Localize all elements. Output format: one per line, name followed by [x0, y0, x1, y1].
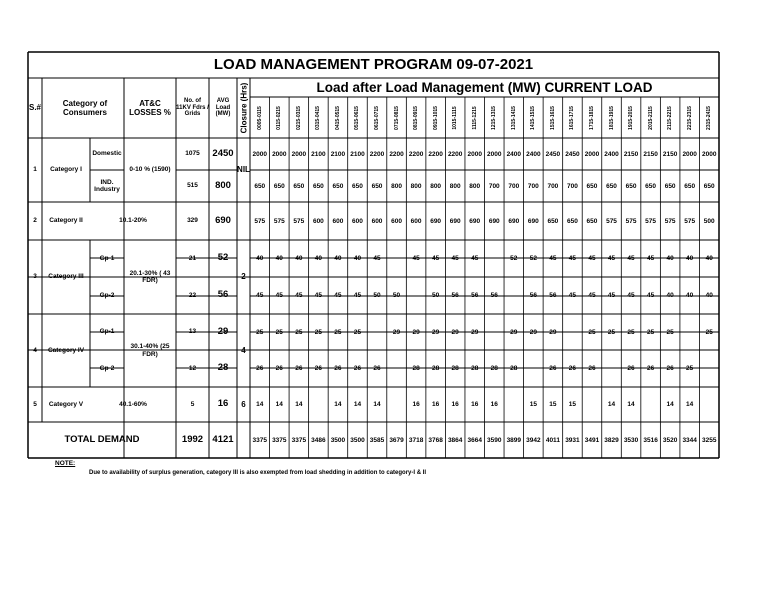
time-slot-1015-1115: 1015-1115: [452, 106, 459, 130]
row-avg-load: 2450: [212, 147, 234, 159]
load-cell: [699, 387, 719, 422]
load-cell: 2000: [467, 150, 482, 158]
load-cell: 14: [256, 401, 264, 408]
total-cell: 3864: [447, 436, 463, 444]
load-cell: [524, 350, 544, 387]
row-feeders: 21: [188, 254, 197, 262]
load-cell: [485, 240, 505, 277]
row-losses: 10.1-20%: [119, 217, 147, 225]
load-cell: 45: [314, 292, 322, 299]
row-feeders: 515: [187, 182, 198, 190]
load-cell: 2100: [350, 150, 365, 158]
row-losses: 30.1-40% (25 FDR): [130, 343, 170, 358]
load-cell: 45: [627, 292, 635, 299]
load-cell: 45: [471, 255, 479, 262]
load-cell: 600: [371, 217, 383, 225]
time-slot-1515-1615: 1515-1615: [549, 106, 556, 130]
load-cell: 28: [451, 365, 459, 372]
load-cell: 45: [588, 255, 596, 262]
load-cell: 650: [332, 182, 344, 190]
total-cell: 3931: [565, 436, 580, 444]
load-cell: 14: [275, 401, 283, 408]
load-cell: 25: [666, 328, 674, 336]
load-cell: 26: [256, 365, 264, 372]
load-cell: 2200: [408, 150, 424, 158]
header-sno: S.#: [28, 103, 41, 113]
row-subcategory: Gp-1: [99, 254, 115, 262]
load-cell: 50: [432, 292, 440, 299]
load-cell: 500: [703, 217, 715, 225]
load-cell: 15: [549, 401, 557, 408]
load-cell: 25: [295, 328, 303, 336]
load-cell: 650: [664, 182, 676, 190]
load-cell: 26: [666, 365, 674, 372]
load-cell: 29: [529, 328, 537, 336]
load-cell: 26: [373, 365, 381, 372]
load-cell: 29: [510, 328, 518, 336]
load-cell: 26: [314, 365, 322, 372]
load-cell: 2000: [252, 150, 267, 158]
load-cell: 25: [705, 328, 713, 336]
load-cell: 45: [353, 292, 362, 299]
load-cell: 26: [646, 365, 655, 372]
row-avg-load: 52: [217, 252, 229, 264]
load-cell: [406, 277, 426, 314]
load-cell: 16: [471, 401, 479, 408]
load-cell: 15: [568, 401, 577, 408]
load-cell: 26: [295, 365, 303, 372]
load-cell: 650: [586, 182, 598, 190]
row-avg-load: 28: [217, 362, 229, 374]
load-cell: 40: [256, 255, 264, 262]
load-cell: 2000: [682, 150, 697, 158]
load-cell: 50: [373, 292, 381, 299]
load-cell: 25: [256, 328, 264, 336]
load-cell: 650: [566, 217, 578, 225]
total-cell: 3829: [604, 436, 619, 444]
load-cell: [504, 387, 524, 422]
load-cell: 45: [334, 292, 342, 299]
row-sno: 3: [33, 273, 37, 281]
load-cell: 690: [508, 217, 520, 225]
total-feeders: 1992: [181, 433, 204, 445]
time-slot-2015-2115: 2015-2115: [647, 106, 654, 130]
load-cell: 14: [353, 401, 362, 408]
time-slot-2315-2415: 2315-2415: [706, 106, 713, 130]
load-cell: 600: [410, 217, 422, 225]
header-closure: Closure (Hrs): [239, 82, 249, 134]
load-cell: 575: [625, 217, 637, 225]
load-cell: 45: [432, 255, 440, 262]
load-cell: 14: [373, 401, 381, 408]
load-cell: 56: [490, 292, 498, 299]
load-cell: [367, 314, 387, 350]
load-cell: 29: [451, 328, 459, 336]
load-cell: 28: [471, 365, 479, 372]
load-cell: 575: [606, 217, 617, 225]
load-cell: 14: [627, 401, 635, 408]
row-category: Category I: [50, 166, 82, 174]
load-cell: 29: [471, 328, 479, 336]
load-cell: 575: [645, 217, 657, 225]
row-feeders: 13: [188, 328, 197, 336]
load-cell: 16: [432, 401, 440, 408]
page-title: LOAD MANAGEMENT PROGRAM 09-07-2021: [213, 56, 534, 74]
load-cell: 40: [686, 255, 694, 262]
load-cell: 50: [392, 292, 401, 299]
load-cell: 45: [568, 255, 577, 262]
total-cell: 3375: [291, 436, 307, 444]
load-cell: 2000: [291, 150, 307, 158]
load-cell: 650: [684, 182, 696, 190]
load-cell: 56: [471, 292, 479, 299]
load-cell: 45: [607, 255, 616, 262]
load-cell: 690: [449, 217, 461, 225]
load-cell: 2150: [662, 150, 678, 158]
row-feeders: 329: [187, 217, 198, 225]
row-avg-load: 690: [215, 214, 231, 226]
time-slot-0315-0415: 0315-0415: [315, 106, 322, 130]
row-losses: 0-10 % (1590): [129, 166, 171, 174]
load-cell: 650: [645, 182, 657, 190]
load-cell: 25: [588, 328, 596, 336]
load-cell: 25: [646, 328, 655, 336]
load-cell: 14: [295, 401, 303, 408]
load-cell: 40: [295, 255, 303, 262]
time-slot-1915-2015: 1915-2015: [628, 106, 635, 130]
row-category: Category V: [48, 400, 84, 408]
load-cell: 14: [334, 401, 342, 408]
row-subcategory: Gp-2: [99, 364, 115, 372]
total-cell: 4011: [545, 436, 560, 444]
load-cell: 40: [353, 255, 362, 262]
load-cell: 650: [547, 217, 559, 225]
row-avg-load: 56: [217, 289, 229, 301]
load-cell: 40: [666, 255, 674, 262]
load-cell: 40: [666, 292, 674, 299]
row-subcategory: Gp-1: [99, 328, 115, 336]
load-cell: 45: [451, 255, 459, 262]
load-cell: 2100: [330, 150, 346, 158]
load-cell: 600: [312, 217, 324, 225]
row-subcategory: Domestic: [92, 150, 122, 158]
total-cell: 3942: [526, 436, 541, 444]
load-cell: 2000: [584, 150, 600, 158]
load-cell: 26: [334, 365, 342, 372]
load-cell: 25: [314, 328, 322, 336]
load-cell: 26: [568, 365, 577, 372]
total-cell: 3255: [701, 436, 717, 444]
load-cell: 45: [588, 292, 596, 299]
load-cell: 29: [549, 328, 557, 336]
load-cell: 700: [488, 182, 500, 190]
load-cell: 29: [412, 328, 420, 336]
load-cell: [387, 387, 407, 422]
load-cell: [504, 277, 524, 314]
total-cell: 3516: [643, 436, 658, 444]
time-slot-1315-1415: 1315-1415: [510, 106, 517, 130]
load-cell: 28: [432, 365, 440, 372]
time-slot-0815-0915: 0815-0915: [413, 106, 420, 130]
load-cell: 690: [527, 217, 539, 225]
load-cell: 56: [529, 292, 537, 299]
row-sno: 2: [33, 217, 37, 225]
time-slot-0715-0815: 0715-0815: [393, 106, 400, 130]
row-avg-load: 800: [215, 179, 231, 191]
total-cell: 3500: [330, 436, 346, 444]
load-cell: 25: [686, 365, 694, 372]
load-cell: 28: [490, 365, 498, 372]
load-cell: 575: [293, 217, 305, 225]
closure-value: 4: [241, 345, 246, 355]
load-cell: 2200: [369, 150, 385, 158]
load-cell: 25: [627, 328, 635, 336]
load-cell: 26: [549, 365, 557, 372]
total-cell: 3486: [311, 436, 326, 444]
load-cell: 800: [430, 182, 442, 190]
time-slot-0915-1015: 0915-1015: [432, 106, 439, 130]
load-cell: 2400: [604, 150, 619, 158]
load-cell: 40: [705, 255, 713, 262]
total-cell: 3679: [389, 436, 404, 444]
row-sno: 5: [33, 400, 37, 408]
row-category: Category IV: [47, 346, 85, 354]
total-cell: 3664: [467, 436, 482, 444]
row-subcategory: Gp-2: [99, 291, 115, 299]
table-subtitle: Load after Load Management (MW) CURRENT LOAD: [316, 79, 653, 95]
load-cell: 45: [549, 255, 557, 262]
load-cell: 575: [684, 217, 696, 225]
load-cell: 650: [312, 182, 324, 190]
row-category: Category II: [49, 217, 83, 225]
load-cell: 650: [352, 182, 363, 190]
load-cell: 600: [352, 217, 363, 225]
total-cell: 3718: [408, 436, 424, 444]
load-cell: 690: [469, 217, 481, 225]
note-label: NOTE:: [55, 460, 76, 467]
time-slot-1715-1815: 1715-1815: [588, 106, 595, 130]
load-cell: 575: [273, 217, 285, 225]
header-category: Category of Consumers: [62, 98, 108, 117]
load-cell: 650: [273, 182, 285, 190]
load-cell: 650: [625, 182, 637, 190]
load-cell: 650: [371, 182, 383, 190]
row-sno: 4: [33, 346, 37, 354]
load-cell: 45: [627, 255, 635, 262]
load-cell: 2450: [565, 150, 580, 158]
load-cell: 2200: [389, 150, 404, 158]
time-slot-1415-1515: 1415-1515: [530, 106, 537, 130]
load-cell: 650: [586, 217, 598, 225]
load-cell: 800: [410, 182, 422, 190]
time-slot-0515-0615: 0515-0615: [354, 106, 361, 130]
load-cell: 15: [529, 401, 537, 408]
load-cell: 45: [607, 292, 616, 299]
load-cell: 25: [353, 328, 362, 336]
time-slot-2115-2215: 2115-2215: [667, 106, 674, 130]
closure-value: 2: [241, 272, 246, 282]
load-cell: 45: [412, 255, 420, 262]
load-cell: 2450: [545, 150, 561, 158]
closure-value: NIL: [237, 165, 250, 175]
load-cell: 2150: [623, 150, 639, 158]
load-cell: [309, 387, 329, 422]
load-cell: 690: [430, 217, 442, 225]
load-cell: 16: [490, 401, 498, 408]
load-cell: 800: [449, 182, 461, 190]
load-cell: 14: [686, 401, 694, 408]
load-cell: [641, 387, 661, 422]
load-cell: 800: [391, 182, 402, 190]
time-slot-2215-2315: 2215-2315: [686, 106, 693, 130]
time-slot-0005-0115: 0005-0115: [256, 106, 263, 130]
load-cell: 2200: [428, 150, 443, 158]
load-cell: 28: [412, 365, 420, 372]
load-cell: 26: [588, 365, 596, 372]
time-slot-1115-1215: 1115-1215: [471, 106, 478, 130]
load-cell: 2000: [272, 150, 287, 158]
row-subcategory: IND. Industry: [94, 178, 120, 193]
row-sno: 1: [33, 166, 37, 174]
load-cell: 40: [275, 255, 283, 262]
load-cell: 2100: [311, 150, 326, 158]
load-cell: [582, 387, 602, 422]
load-cell: 26: [275, 365, 283, 372]
load-cell: 45: [568, 292, 577, 299]
load-cell: 2000: [701, 150, 717, 158]
row-feeders: 12: [188, 364, 197, 372]
load-cell: 45: [373, 255, 381, 262]
load-cell: [485, 314, 505, 350]
load-cell: 16: [412, 401, 420, 408]
load-cell: 2150: [643, 150, 658, 158]
row-category: Category III: [48, 273, 84, 281]
load-cell: 56: [451, 292, 459, 299]
header-losses: AT&C LOSSES %: [129, 98, 171, 117]
total-cell: 3375: [272, 436, 287, 444]
load-cell: 40: [686, 292, 694, 299]
load-cell: 16: [451, 401, 459, 408]
total-demand-label: TOTAL DEMAND: [64, 433, 140, 445]
load-cell: [563, 314, 583, 350]
header-avg-load: AVG Load (MW): [215, 97, 231, 118]
time-slot-0615-0715: 0615-0715: [374, 106, 381, 130]
load-cell: 600: [391, 217, 402, 225]
total-cell: 3344: [682, 436, 697, 444]
load-cell: 800: [469, 182, 481, 190]
load-cell: 650: [254, 182, 266, 190]
load-cell: 14: [607, 401, 616, 408]
load-cell: [387, 350, 407, 387]
row-avg-load: 29: [217, 325, 229, 337]
load-cell: 26: [353, 365, 362, 372]
load-cell: 700: [527, 182, 539, 190]
load-cell: 575: [254, 217, 266, 225]
load-cell: 14: [666, 401, 674, 408]
total-avg-load: 4121: [212, 433, 234, 445]
load-cell: 29: [392, 328, 401, 336]
load-cell: 29: [432, 328, 440, 336]
load-cell: 40: [705, 292, 713, 299]
load-cell: [387, 240, 407, 277]
load-cell: 2400: [506, 150, 522, 158]
row-feeders: 1075: [185, 150, 200, 158]
time-slot-1215-1315: 1215-1315: [491, 106, 498, 130]
load-cell: 650: [293, 182, 305, 190]
total-cell: 3768: [428, 436, 443, 444]
load-cell: 45: [295, 292, 303, 299]
total-cell: 3491: [584, 436, 600, 444]
time-slot-0215-0315: 0215-0315: [295, 106, 302, 130]
row-losses: 40.1-60%: [119, 400, 147, 408]
load-cell: 45: [256, 292, 264, 299]
load-cell: 52: [529, 255, 537, 262]
load-cell: 2400: [526, 150, 541, 158]
load-cell: 45: [646, 255, 655, 262]
load-cell: 25: [275, 328, 283, 336]
closure-value: 6: [241, 399, 246, 409]
load-cell: 28: [510, 365, 518, 372]
load-cell: 45: [646, 292, 655, 299]
total-cell: 3590: [487, 436, 502, 444]
total-cell: 3585: [369, 436, 385, 444]
load-cell: 650: [606, 182, 617, 190]
total-cell: 3899: [506, 436, 522, 444]
time-slot-1615-1715: 1615-1715: [569, 106, 576, 130]
load-cell: 700: [508, 182, 520, 190]
time-slot-0415-0515: 0415-0515: [334, 106, 341, 130]
load-cell: 40: [334, 255, 342, 262]
load-cell: 2200: [447, 150, 463, 158]
load-cell: 56: [549, 292, 557, 299]
load-cell: 25: [334, 328, 342, 336]
row-losses: 20.1-30% ( 43 FDR): [129, 269, 171, 284]
load-cell: 700: [547, 182, 559, 190]
total-cell: 3520: [662, 436, 678, 444]
load-cell: [602, 350, 622, 387]
load-cell: 650: [703, 182, 715, 190]
row-avg-load: 16: [217, 398, 229, 410]
row-feeders: 5: [190, 400, 195, 408]
time-slot-0115-0215: 0115-0215: [276, 106, 283, 130]
load-cell: 26: [627, 365, 635, 372]
time-slot-1815-1915: 1815-1915: [608, 106, 615, 130]
load-cell: 2000: [487, 150, 502, 158]
load-cell: [699, 350, 719, 387]
load-cell: 690: [488, 217, 500, 225]
row-feeders: 22: [188, 291, 197, 299]
load-cell: 45: [275, 292, 283, 299]
load-cell: 52: [510, 255, 518, 262]
load-cell: 40: [314, 255, 322, 262]
load-cell: 25: [607, 328, 616, 336]
total-cell: 3375: [252, 436, 267, 444]
note-text: Due to availability of surplus generation, category III is also exempted from load shedding in addition to category-I & II: [89, 470, 427, 476]
load-cell: 700: [566, 182, 578, 190]
load-cell: 575: [664, 217, 676, 225]
total-cell: 3530: [623, 436, 639, 444]
header-feeders: No. of 11KV Fdrs / Grids: [176, 97, 209, 118]
total-cell: 3500: [350, 436, 365, 444]
load-cell: 600: [332, 217, 344, 225]
load-cell: [680, 314, 700, 350]
